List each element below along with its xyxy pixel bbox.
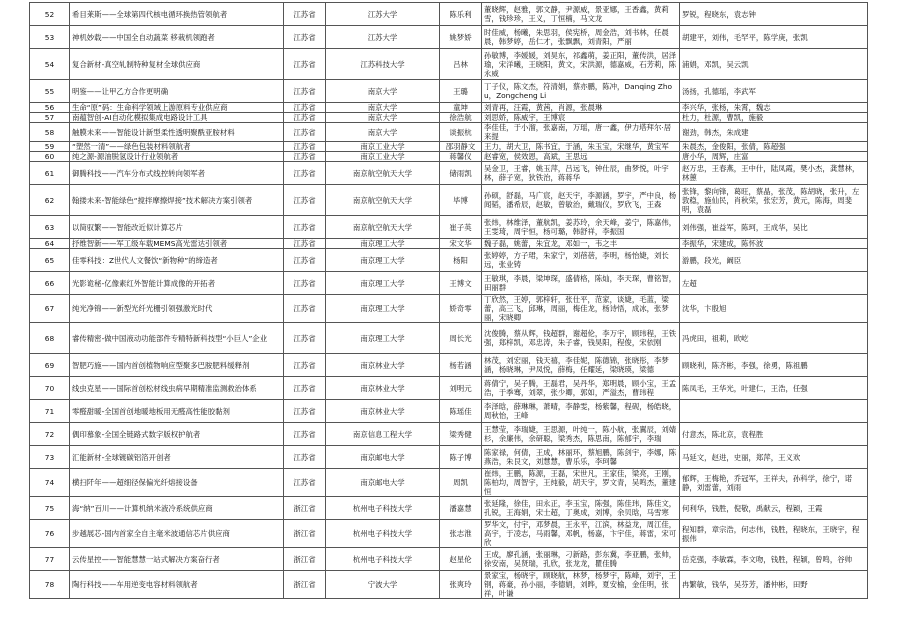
project-table	[29, 2, 868, 599]
team-members-cell: 景家宝，杨晓宇，顾晓航，林梦，杨梦宇，陈峰，刘宇，王钢，蒋豪，孙小丽，李德娟，刘晔，夏安榆，金佳明，张祥，叶谦	[482, 571, 680, 599]
province-cell: 江苏省	[284, 377, 326, 400]
advisors-cell: 杜力，杜源，曹凯，施毅	[680, 113, 868, 123]
province-cell: 江苏省	[284, 354, 326, 377]
advisors-cell: 沈华，卞殷旭	[680, 295, 868, 323]
row-number-cell: 61	[30, 162, 70, 185]
province-cell: 江苏省	[284, 152, 326, 162]
row-number-cell: 66	[30, 272, 70, 295]
table-row	[30, 103, 868, 113]
team-members-cell: 李佳佳，于小溜，张嘉南，万瑶，唐一鑫，伊力塔拜尔·居来提	[482, 123, 680, 142]
advisors-cell: 唐小华，周辉，庄富	[680, 152, 868, 162]
table-row	[30, 123, 868, 142]
team-members-cell: 丁子仪，陈文杰，符清娟，蔡亦鹏，陈冲，Danqing Zhou，Zongcheng Li	[482, 80, 680, 103]
row-number-cell: 56	[30, 103, 70, 113]
team-leader-cell: 杨若涵	[440, 354, 482, 377]
advisors-cell: 浦娟，邓凯，吴云凯	[680, 49, 868, 80]
school-name-cell: 杭州电子科技大学	[326, 497, 440, 520]
team-leader-cell: 周凯	[440, 469, 482, 497]
table-row	[30, 571, 868, 599]
team-leader-cell: 赵星伦	[440, 548, 482, 571]
school-name-cell: 南京工业大学	[326, 142, 440, 152]
table-row	[30, 216, 868, 239]
row-number-cell: 72	[30, 423, 70, 446]
table-row	[30, 142, 868, 152]
table-row	[30, 185, 868, 216]
project-name-cell: 希目莱斯——全球第四代核电循环换热管领航者	[70, 3, 284, 26]
row-number-cell: 55	[30, 80, 70, 103]
project-name-cell: 御腾科技——汽车分布式线控转向领军者	[70, 162, 284, 185]
team-members-cell: 时佳威，杨曦，朱思羽，侯宪桥，周金浩，刘书林，任晨晨，韩梦婷，岳仁才，张飘飘，刘青阳，严丽	[482, 26, 680, 49]
advisors-cell: 李兴华，张杨，朱霄，魏志	[680, 103, 868, 113]
table-row	[30, 446, 868, 469]
school-name-cell: 杭州电子科技大学	[326, 548, 440, 571]
province-cell: 浙江省	[284, 520, 326, 548]
team-leader-cell: 储雨凯	[440, 162, 482, 185]
row-number-cell: 53	[30, 26, 70, 49]
project-name-cell: 生命“原”码：生命科学领域上游原料专业供应商	[70, 103, 284, 113]
advisors-cell: 冯虎田，祖莉，欧屹	[680, 323, 868, 354]
province-cell: 江苏省	[284, 185, 326, 216]
team-members-cell: 崔炜，王鹏，陈源，王磊，宋世凡，王家佳，梁亮，王刚，陈柏均，周智宇，王纯毅，胡天宇，罗文青，吴鸣杰，董建恒	[482, 469, 680, 497]
province-cell: 江苏省	[284, 272, 326, 295]
row-number-cell: 75	[30, 497, 70, 520]
table-row	[30, 3, 868, 26]
advisors-cell: 郁辉，王梅艳，乔冠军，王祥夫，孙科学，徐宁，诺静，刘雷蕾，刘雨	[680, 469, 868, 497]
advisors-cell: 朱晨杰，金俊阳，张倩，陈超强	[680, 142, 868, 152]
row-number-cell: 63	[30, 216, 70, 239]
advisors-cell: 谢劲，韩杰，朱成建	[680, 123, 868, 142]
team-leader-cell: 陈子博	[440, 446, 482, 469]
project-name-cell: 偶印慕象-全国全链路式数字版权护航者	[70, 423, 284, 446]
project-name-cell: 触膜未来——智能设计新型柔性透明聚酰亚胺材料	[70, 123, 284, 142]
province-cell: 江苏省	[284, 423, 326, 446]
table-row	[30, 323, 868, 354]
province-cell: 江苏省	[284, 49, 326, 80]
project-name-cell: 佳零科技：Z世代人文餐饮“新物种”的缔造者	[70, 249, 284, 272]
table-row	[30, 469, 868, 497]
row-number-cell: 77	[30, 548, 70, 571]
team-members-cell: 张炜，林维泽，董航凯，姜苏玲，余天峰，姜宁，陈嘉伟，王雯琦，周宇恒，杨可璐，韩舒祥，李振国	[482, 216, 680, 239]
team-leader-cell: 徐浩航	[440, 113, 482, 123]
province-cell: 江苏省	[284, 216, 326, 239]
advisors-cell	[680, 400, 868, 423]
province-cell: 江苏省	[284, 323, 326, 354]
team-members-cell: 王力，胡大卫，陈书宜，于涵，朱玉宝，宋继华，黄宝军	[482, 142, 680, 152]
table-row	[30, 423, 868, 446]
school-name-cell: 江苏大学	[326, 26, 440, 49]
school-name-cell: 南京理工大学	[326, 295, 440, 323]
team-members-cell: 王成，廖孔涵，张丽琳，刁新路，彭东冀，李亚鹏，张帅，徐安南，吴贤瑞，孔欣，张龙龙，瞿佳腾	[482, 548, 680, 571]
advisors-cell: 陈凤毛，王华光，叶建仁，王浩，任强	[680, 377, 868, 400]
team-leader-cell: 刘明元	[440, 377, 482, 400]
team-leader-cell: 张爽玲	[440, 571, 482, 599]
advisors-cell: 左超	[680, 272, 868, 295]
school-name-cell: 南京航空航天大学	[326, 185, 440, 216]
school-name-cell: 南京航空航天大学	[326, 162, 440, 185]
project-name-cell: 横扫阡年——超细径保偏光纤熔接设备	[70, 469, 284, 497]
province-cell: 江苏省	[284, 123, 326, 142]
table-row	[30, 400, 868, 423]
team-members-cell: 吴金卫，王睿，姚玉萍，吕远飞，钟仕辰，曲梦悦，叶宇林，薛子宽，狄铁治，蒋蒋华	[482, 162, 680, 185]
province-cell: 江苏省	[284, 239, 326, 249]
province-cell: 浙江省	[284, 571, 326, 599]
team-leader-cell: 蒋馨仪	[440, 152, 482, 162]
advisors-cell: 何利华，钱胜，倪敬，禹献云，程颖，王霞	[680, 497, 868, 520]
province-cell: 江苏省	[284, 26, 326, 49]
team-members-cell: 张延隆，徐佳，田永正，李玉宝，陈强，陈佳玮，陈佳文，孔锐，王海娟，宋士超，丁奥成，刘博，余贝晗，马雪寒	[482, 497, 680, 520]
project-name-cell: 陶行科技——车用逆变电容材料领航者	[70, 571, 284, 599]
advisors-cell: 李振华，宋建成，陈怀波	[680, 239, 868, 249]
province-cell: 浙江省	[284, 548, 326, 571]
table-row	[30, 113, 868, 123]
school-name-cell: 南京大学	[326, 80, 440, 103]
school-name-cell: 南京理工大学	[326, 272, 440, 295]
row-number-cell: 65	[30, 249, 70, 272]
province-cell: 浙江省	[284, 497, 326, 520]
team-members-cell: 丁欣然，王婷，郭梓轩，张仕平，范家，谈婕，毛蓝，梁蕾，高三飞，邱琳，周丽，梅佳龙，杨诗悟，成冰，张梦丽，宋晓卿	[482, 295, 680, 323]
table-row	[30, 295, 868, 323]
province-cell: 江苏省	[284, 446, 326, 469]
team-leader-cell: 潘嘉慧	[440, 497, 482, 520]
team-leader-cell: 娇奇零	[440, 295, 482, 323]
team-leader-cell: 崔子英	[440, 216, 482, 239]
row-number-cell: 59	[30, 142, 70, 152]
school-name-cell: 南京航空航天大学	[326, 216, 440, 239]
advisors-cell: 马延文，赵进，史丽，郑萍，王义欢	[680, 446, 868, 469]
project-name-cell: 海“纳”百川——计算机纳米液冷系统供应商	[70, 497, 284, 520]
province-cell: 江苏省	[284, 400, 326, 423]
advisors-cell: 游鹏，段光，阚臣	[680, 249, 868, 272]
project-name-cell: 汇能新材-全球镀碳铝箔开创者	[70, 446, 284, 469]
team-members-cell: 刘青再，汪霞，黄茜，肖源，张晨琳	[482, 103, 680, 113]
team-leader-cell: 张志淮	[440, 520, 482, 548]
school-name-cell: 南京理工大学	[326, 249, 440, 272]
province-cell: 江苏省	[284, 103, 326, 113]
team-members-cell: 王慧莹，李瑞婕，王思源，叶纯一，陈小航，张翼辰，刘婧杉，余廉伟，余研聪，梁秀杰，陈思南，陈郁宇，李瑞	[482, 423, 680, 446]
row-number-cell: 54	[30, 49, 70, 80]
table-row	[30, 520, 868, 548]
school-name-cell: 江苏科技大学	[326, 49, 440, 80]
advisors-cell: 程知群，章宗浩，何志伟，钱胜，程晓东，王晓宇，程振伟	[680, 520, 868, 548]
advisors-cell: 罗锐，程晓东，袁志钟	[680, 3, 868, 26]
project-name-cell: 明鉴——让甲乙方合作更明确	[70, 80, 284, 103]
project-name-cell: 神机妙载——中国全自动蔬菜 移栽机领跑者	[70, 26, 284, 49]
project-name-cell: 智肥巧施——国内首创植物响应型聚多巴胺肥料缓释剂	[70, 354, 284, 377]
team-members-cell: 蒋倩宁，吴子腾，王磊君，吴丹华，郑明晨，顾小宝，王孟浩，于季骞，刘翠，张少卿，郭如，严溢杰，曹玮程	[482, 377, 680, 400]
project-name-cell: 睿传精密-做中国液动功能部件专精特新科技型“小巨人”企业	[70, 323, 284, 354]
school-name-cell: 南京大学	[326, 103, 440, 113]
row-number-cell: 64	[30, 239, 70, 249]
province-cell: 江苏省	[284, 142, 326, 152]
table-row	[30, 49, 868, 80]
advisors-cell: 刘伟强，崔益军，陈珂，王成华，吴比	[680, 216, 868, 239]
school-name-cell: 南京工业大学	[326, 152, 440, 162]
project-name-cell: 复合新材-真空轧制特种复材全球供应商	[70, 49, 284, 80]
team-leader-cell: 吕林	[440, 49, 482, 80]
team-leader-cell: 童坤	[440, 103, 482, 113]
row-number-cell: 57	[30, 113, 70, 123]
project-name-cell: 翰搂未来-智能绿色“搅拌摩擦焊接”技术解决方案引领者	[70, 185, 284, 216]
team-members-cell: 刘思娇，陈威宇，王博宸	[482, 113, 680, 123]
team-leader-cell: 毕博	[440, 185, 482, 216]
advisors-cell: 岳克强，李敏霖，李文吻，钱胜，程颖，曾鸣，谷帅	[680, 548, 868, 571]
project-name-cell: 纯光净锦——新型光纤光栅引领强激光时代	[70, 295, 284, 323]
table-row	[30, 497, 868, 520]
project-name-cell: 纯之源-源油脱氢设计行业领航者	[70, 152, 284, 162]
team-leader-cell: 杨阳	[440, 249, 482, 272]
table-row	[30, 548, 868, 571]
team-members-cell: 陈家禄，何倩，王成，林丽环，蔡旭鹏，陈剑宇，李娜，陈燕浩，朱艮文，刘慧慧，曹乐乐，李珂馨	[482, 446, 680, 469]
table-row	[30, 272, 868, 295]
row-number-cell: 78	[30, 571, 70, 599]
row-number-cell: 60	[30, 152, 70, 162]
school-name-cell: 南京邮电大学	[326, 469, 440, 497]
team-members-cell: 张婷婷，方子珺，朱家宁，刘蓓蓓，李明，杨怡婕，刘长远，张业铸	[482, 249, 680, 272]
school-name-cell: 南京林业大学	[326, 354, 440, 377]
school-name-cell: 南京大学	[326, 123, 440, 142]
advisors-cell: 汤扬，孔德瑶，李武军	[680, 80, 868, 103]
team-members-cell: 王敏琪，李晨，梁坤琛，盛倩格，陈灿，李天琛，曹铭智，田丽群	[482, 272, 680, 295]
row-number-cell: 73	[30, 446, 70, 469]
project-name-cell: 步越展芯-国内首家全自主毫米波通信芯片供应商	[70, 520, 284, 548]
project-table-body	[30, 3, 868, 599]
school-name-cell: 南京大学	[326, 113, 440, 123]
advisors-cell: 赵万忠，王春燕，王中什，陆凤霞，樊小杰，龚慧林，林蕙	[680, 162, 868, 185]
team-members-cell: 沈俊腾，蔡从辉，钱超群，谢超伦，李万宇，顾玮程，王铁强，郑梓凯，邓忠涛，朱子睿，钱昊阳，程俊，宋依刚	[482, 323, 680, 354]
team-members-cell: 赵睿宽，侯效恩，高斌，王思远	[482, 152, 680, 162]
team-leader-cell: 宋文华	[440, 239, 482, 249]
row-number-cell: 68	[30, 323, 70, 354]
team-leader-cell: 邵羽静文	[440, 142, 482, 152]
team-leader-cell: 陈瑶佳	[440, 400, 482, 423]
row-number-cell: 70	[30, 377, 70, 400]
row-number-cell: 52	[30, 3, 70, 26]
table-row	[30, 162, 868, 185]
team-leader-cell: 姚梦娇	[440, 26, 482, 49]
table-row	[30, 239, 868, 249]
table-row	[30, 152, 868, 162]
advisors-cell: 付意杰，陈北京，袁程胜	[680, 423, 868, 446]
row-number-cell: 67	[30, 295, 70, 323]
team-members-cell: 董晓辉，赵雅，郭文静，尹源威，景亚娜，王香鑫，黄莉雪，钱珍珍，王义，丁恒楠，马文龙	[482, 3, 680, 26]
row-number-cell: 58	[30, 123, 70, 142]
team-leader-cell: 周长光	[440, 323, 482, 354]
school-name-cell: 南京林业大学	[326, 377, 440, 400]
table-row	[30, 377, 868, 400]
advisors-cell: 张锋，黎向锋，葛旺，蔡晶，张茂，陈胡晓，张升，左敦稳，施仙民，肖秋荣，张宏芳，黄元，陈海，周斐明，袁磊	[680, 185, 868, 216]
province-cell: 江苏省	[284, 80, 326, 103]
project-name-cell: 零醛甜暖-全国首创地暖地板用无醛高性能胶黏剂	[70, 400, 284, 423]
table-row	[30, 354, 868, 377]
province-cell: 江苏省	[284, 3, 326, 26]
row-number-cell: 71	[30, 400, 70, 423]
row-number-cell: 62	[30, 185, 70, 216]
team-members-cell: 林茂，刘宏丽，钱天禧，李佳妮，陈德锦，张晓彤，李梦涵，杨晓琳，尹凤悦，薛梅，任耀延，梁晓瑛，梁德	[482, 354, 680, 377]
team-leader-cell: 王博文	[440, 272, 482, 295]
province-cell: 江苏省	[284, 469, 326, 497]
team-members-cell: 罗华文，付宇，邓梦晨，王永平，江滨，林益龙，周江佳，高宇，于凌志，马雨馨，邓帆，杨嘉，卞宇佳，蒋雷，宋可欣	[482, 520, 680, 548]
team-leader-cell: 王璐	[440, 80, 482, 103]
school-name-cell: 南京林业大学	[326, 400, 440, 423]
province-cell: 江苏省	[284, 162, 326, 185]
advisors-cell: 冉繁敏，钱华，吴芬芳，潘仲彬，田野	[680, 571, 868, 599]
team-members-cell: 孙硕，舒磊，马广宸，赵天宇，李源涵，罗宇，严中良，杨闻韬，潘希辰，赵敏，曾敏治，戴瑞仪，罗欣飞，王森	[482, 185, 680, 216]
row-number-cell: 76	[30, 520, 70, 548]
project-name-cell: 南蕴智创-AI自动化模拟集成电路设计工具	[70, 113, 284, 123]
advisors-cell: 顾晓利，陈齐彬，李强，徐勇，陈祖鹏	[680, 354, 868, 377]
team-leader-cell: 陈乐利	[440, 3, 482, 26]
project-name-cell: 光影诡秘-亿像素红外智能计算成像的开拓者	[70, 272, 284, 295]
row-number-cell: 74	[30, 469, 70, 497]
school-name-cell: 南京理工大学	[326, 323, 440, 354]
table-row	[30, 249, 868, 272]
team-leader-cell: 谈振杭	[440, 123, 482, 142]
team-members-cell: 李泽晗，薛琳琳，萧晴，李静雯，杨紫馨，程砚，杨皓晓，周秋怡，王峰	[482, 400, 680, 423]
table-row	[30, 26, 868, 49]
team-leader-cell: 梁秀健	[440, 423, 482, 446]
team-members-cell: 孙敏博，李媛媛，刘昊东，祁鑫萌，姜正阳，董传洪，居泽瑜，宋洋曦，王晓阳，黄文，宋洪源，德嘉威，石芳莉，陈永威	[482, 49, 680, 80]
team-members-cell: 魏子磊，姚蕾，朱宜龙，邓如一，韦之丰	[482, 239, 680, 249]
row-number-cell: 69	[30, 354, 70, 377]
province-cell: 江苏省	[284, 249, 326, 272]
project-name-cell: 以简驭繁——智能改近似计算芯片	[70, 216, 284, 239]
project-name-cell: 线虫克星——国际首创松材线虫病早期精准监测救治体系	[70, 377, 284, 400]
project-name-cell: “塑然一清”——绿色包装材料领航者	[70, 142, 284, 152]
table-row	[30, 80, 868, 103]
province-cell: 江苏省	[284, 295, 326, 323]
school-name-cell: 杭州电子科技大学	[326, 520, 440, 548]
school-name-cell: 南京理工大学	[326, 239, 440, 249]
school-name-cell: 南京信息工程大学	[326, 423, 440, 446]
project-name-cell: 云传星控——智能慧慧一站式解决方案奋行者	[70, 548, 284, 571]
school-name-cell: 江苏大学	[326, 3, 440, 26]
province-cell: 江苏省	[284, 113, 326, 123]
advisors-cell: 胡建平，刘伟，毛罕平，陈学庚，张凯	[680, 26, 868, 49]
school-name-cell: 宁波大学	[326, 571, 440, 599]
project-name-cell: 抒维智新——军工级车载MEMS高光雷达引领者	[70, 239, 284, 249]
school-name-cell: 南京邮电大学	[326, 446, 440, 469]
